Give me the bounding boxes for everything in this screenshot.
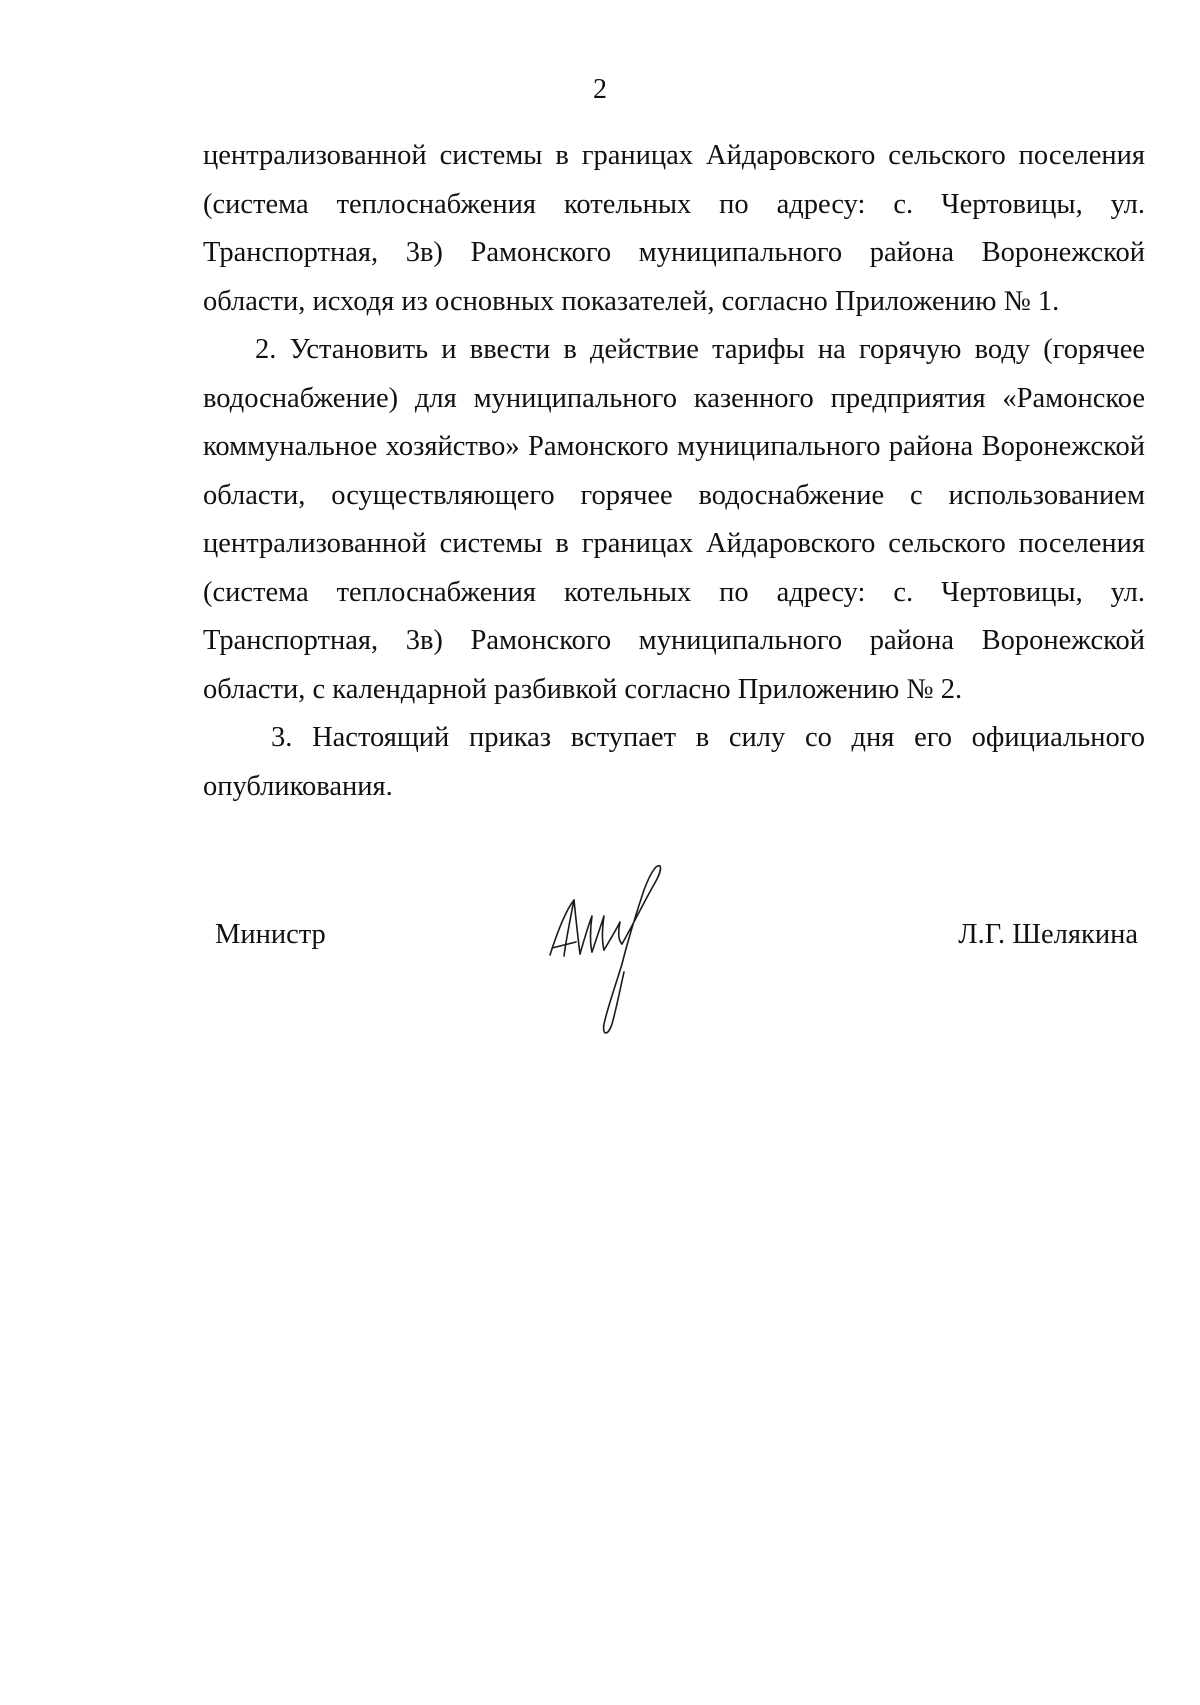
document-body <box>203 132 1145 811</box>
signatory-name: Л.Г. Шелякина <box>958 919 1138 950</box>
page-number: 2 <box>593 74 607 105</box>
paragraph-3: 3. Настоящий приказ вступает в силу со дня его официального опубликования. <box>203 722 1145 802</box>
paragraph-2: 2. Установить и ввести в действие тарифы на горячую воду (горячее водоснабжение) для муниципального казенного предприятия «Рамонское коммунальное хозяйство» Рамонского муниципального района Воронежской области, осуществляющего горячее водоснабжение с использованием централизованной системы в границах Айдаровского сельского поселения (система теплоснабжения котельных по адресу: с. Чертовицы, ул. Транспортная, 3в) Рамонского муниципального района Воронежской области, с календарной разбивкой согласно Приложению № 2. <box>203 334 1145 705</box>
signatory-title: Министр <box>215 919 326 950</box>
paragraph-1-continuation: централизованной системы в границах Айдаровского сельского поселения (система теплоснабжения котельных по адресу: с. Чертовицы, ул. Транспортная, 3в) Рамонского муниципального района Воронежской области, исходя из основных показателей, согласно Приложению № 1. <box>203 140 1145 317</box>
handwritten-signature <box>540 860 680 1040</box>
